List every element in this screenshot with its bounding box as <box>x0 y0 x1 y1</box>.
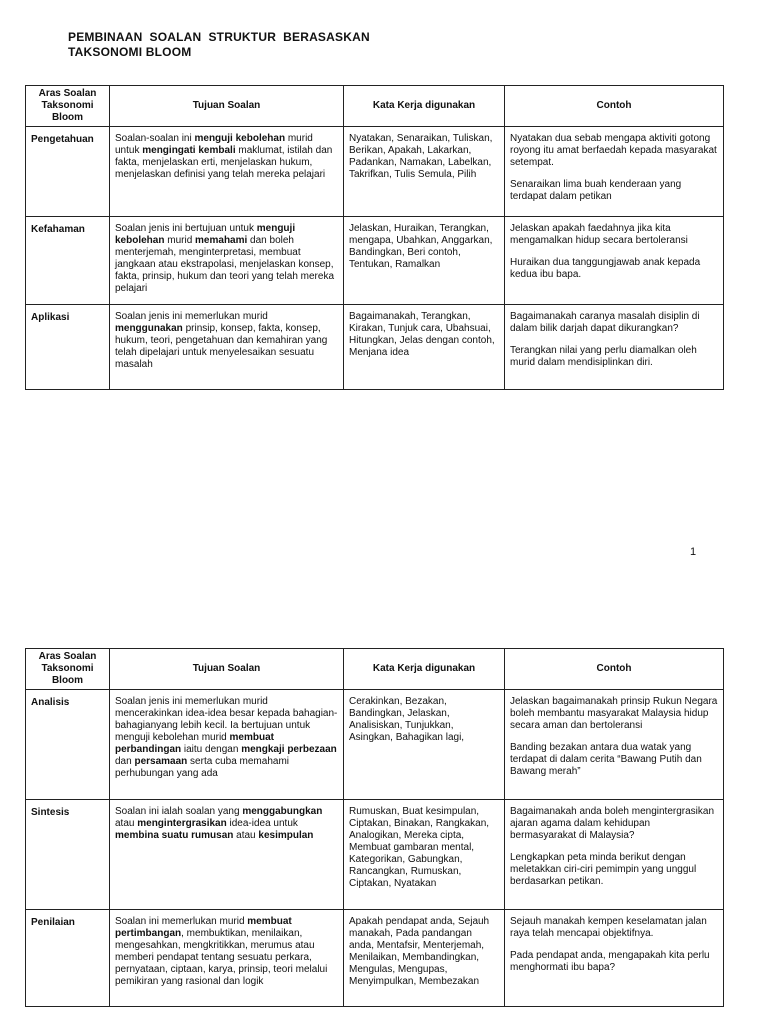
example-text: Pada pendapat anda, mengapakah kita perlu menghormati ibu bapa? <box>510 950 710 973</box>
example-cell <box>505 127 724 217</box>
table-row <box>26 800 724 910</box>
table-header-row <box>26 649 724 690</box>
purpose-text: idea-idea untuk <box>226 818 298 829</box>
purpose-text: atau <box>233 830 259 841</box>
verbs-cell: Nyatakan, Senaraikan, Tuliskan, Berikan, Apakah, Lakarkan, Padankan, Namakan, Labelkan, Takrifkan, Tulis Semula, Pilih <box>344 127 505 217</box>
table-row <box>26 217 724 305</box>
level-cell: Penilaian <box>26 910 110 1007</box>
purpose-text: Soalan jenis ini bertujuan untuk <box>115 223 257 234</box>
example-cell <box>505 800 724 910</box>
example-cell <box>505 305 724 390</box>
purpose-text: , membuktikan, menilaikan, mengesahkan, mengkritikkan, merumus atau memberi pendapat tentang sesuatu perkara, pernyataan, ciptaan, karya, prinsip, teori melalui pemikiran yang rasional dan logik <box>115 928 328 987</box>
table-row <box>26 910 724 1007</box>
example-text: Bagaimanakah anda boleh mengintergrasikan ajaran agama dalam kehidupan bermasyarakat di Malaysia? <box>510 806 715 841</box>
purpose-emphasis: persamaan <box>134 756 188 767</box>
purpose-text: atau <box>115 818 138 829</box>
level-cell: Kefahaman <box>26 217 110 305</box>
verbs-cell: Cerakinkan, Bezakan, Bandingkan, Jelaskan, Analisiskan, Tunjukkan, Asingkan, Bahagikan lagi, <box>344 690 505 800</box>
example-cell <box>505 910 724 1007</box>
title-line-1: PEMBINAAN SOALAN STRUKTUR BERASASKAN <box>68 30 370 44</box>
example-text: Sejauh manakah kempen keselamatan jalan raya telah mencapai objektifnya. <box>510 916 707 939</box>
table-row <box>26 127 724 217</box>
level-cell: Pengetahuan <box>26 127 110 217</box>
example-text: Senaraikan lima buah kenderaan yang terdapat dalam petikan <box>510 179 682 202</box>
purpose-text: murid untuk <box>115 133 313 156</box>
purpose-cell <box>110 690 344 800</box>
table-header-row <box>26 86 724 127</box>
verbs-cell: Bagaimanakah, Terangkan, Kirakan, Tunjuk cara, Ubahsuai, Hitungkan, Jelas dengan contoh, Menjana idea <box>344 305 505 390</box>
header-level: Aras Soalan Taksonomi Bloom <box>26 649 110 690</box>
purpose-text: dan <box>115 756 135 767</box>
bloom-table-page-2 <box>25 648 724 1007</box>
bloom-table-page-1 <box>25 85 724 390</box>
purpose-emphasis: menguji kebolehan <box>194 133 286 144</box>
purpose-cell <box>110 217 344 305</box>
purpose-emphasis: mengkaji perbezaan <box>241 744 337 755</box>
purpose-cell <box>110 800 344 910</box>
purpose-text: Soalan-soalan ini <box>115 133 195 144</box>
level-cell: Analisis <box>26 690 110 800</box>
purpose-emphasis: mengintergrasikan <box>137 818 227 829</box>
title-line-2: TAKSONOMI BLOOM <box>68 45 192 59</box>
header-verbs: Kata Kerja digunakan <box>344 86 505 127</box>
purpose-cell <box>110 127 344 217</box>
verbs-cell: Apakah pendapat anda, Sejauh manakah, Pada pandangan anda, Mentafsir, Menterjemah, Menilaikan, Membandingkan, Mengulas, Mengupas, Menyimpulkan, Membezakan <box>344 910 505 1007</box>
purpose-text: maklumat, istilah dan fakta, menjelaskan erti, menjelaskan hukum, menjelaskan definisi yang telah mereka pelajari <box>115 145 333 180</box>
page-number: 1 <box>690 546 697 558</box>
verbs-cell: Jelaskan, Huraikan, Terangkan, mengapa, Ubahkan, Anggarkan, Bandingkan, Beri contoh, Tentukan, Ramalkan <box>344 217 505 305</box>
purpose-emphasis: membina suatu rumusan <box>115 830 234 841</box>
purpose-emphasis: membuat pertimbangan <box>115 916 292 939</box>
header-verbs: Kata Kerja digunakan <box>344 649 505 690</box>
table-row <box>26 690 724 800</box>
level-cell: Aplikasi <box>26 305 110 390</box>
example-text: Huraikan dua tanggungjawab anak kepada kedua ibu bapa. <box>510 257 701 280</box>
purpose-cell <box>110 910 344 1007</box>
example-text: Jelaskan bagaimanakah prinsip Rukun Negara boleh membantu masyarakat Malaysia hidup secara aman dan bertoleransi <box>510 696 718 731</box>
table-row <box>26 305 724 390</box>
verbs-cell: Rumuskan, Buat kesimpulan, Ciptakan, Binakan, Rangkakan, Analogikan, Mereka cipta, Membuat gambaran mental, Kategorikan, Gabungkan, Rancangkan, Rumuskan, Ciptakan, Nyatakan <box>344 800 505 910</box>
purpose-text: prinsip, konsep, fakta, konsep, hukum, teori, pengetahuan dan kemahiran yang telah dipelajari untuk menyelesaikan sesuatu masalah <box>115 323 328 370</box>
header-example: Contoh <box>505 649 724 690</box>
purpose-text: murid <box>164 235 196 246</box>
purpose-emphasis: menguji kebolehan <box>115 223 296 246</box>
purpose-text: dan boleh menterjemah, menginterpretasi, membuat jangkaan atau ekstrapolasi, menjelaskan konsep, fakta, prinsip, hukum dan teori yang telah mereka pelajari <box>115 235 335 294</box>
example-cell <box>505 690 724 800</box>
example-text: Bagaimanakah caranya masalah disiplin di dalam bilik darjah dapat dikurangkan? <box>510 311 700 334</box>
header-example: Contoh <box>505 86 724 127</box>
purpose-emphasis: menggabungkan <box>242 806 323 817</box>
header-purpose: Tujuan Soalan <box>110 86 344 127</box>
level-cell: Sintesis <box>26 800 110 910</box>
example-text: Nyatakan dua sebab mengapa aktiviti gotong royong itu amat berfaedah kepada masyarakat setempat. <box>510 133 717 168</box>
page-title <box>68 30 370 60</box>
purpose-emphasis: menggunakan <box>115 323 183 334</box>
purpose-text: Soalan ini memerlukan murid <box>115 916 248 927</box>
header-purpose: Tujuan Soalan <box>110 649 344 690</box>
purpose-text: Soalan ini ialah soalan yang <box>115 806 243 817</box>
example-cell <box>505 217 724 305</box>
purpose-emphasis: kesimpulan <box>258 830 314 841</box>
example-text: Lengkapkan peta minda berikut dengan meletakkan ciri-ciri pemimpin yang unggul berdasarkan petikan. <box>510 852 697 887</box>
purpose-emphasis: mengingati kembali <box>142 145 236 156</box>
purpose-emphasis: memahami <box>195 235 248 246</box>
example-text: Terangkan nilai yang perlu diamalkan oleh murid dalam mendisiplinkan diri. <box>510 345 697 368</box>
header-level: Aras Soalan Taksonomi Bloom <box>26 86 110 127</box>
purpose-emphasis: membuat perbandingan <box>115 732 274 755</box>
purpose-cell <box>110 305 344 390</box>
example-text: Jelaskan apakah faedahnya jika kita mengamalkan hidup secara bertoleransi <box>510 223 688 246</box>
purpose-text: Soalan jenis ini memerlukan murid mencerakinkan idea-idea besar kepada bahagian-bahagianyang lebih kecil. Ia bertujuan untuk menguji kebolehan murid <box>115 696 338 743</box>
purpose-text: Soalan jenis ini memerlukan murid <box>115 311 268 322</box>
purpose-text: iaitu dengan <box>181 744 242 755</box>
example-text: Banding bezakan antara dua watak yang terdapat di dalam cerita “Bawang Putih dan Bawang merah” <box>510 742 702 777</box>
purpose-text: serta cuba memahami perhubungan yang ada <box>115 756 289 779</box>
